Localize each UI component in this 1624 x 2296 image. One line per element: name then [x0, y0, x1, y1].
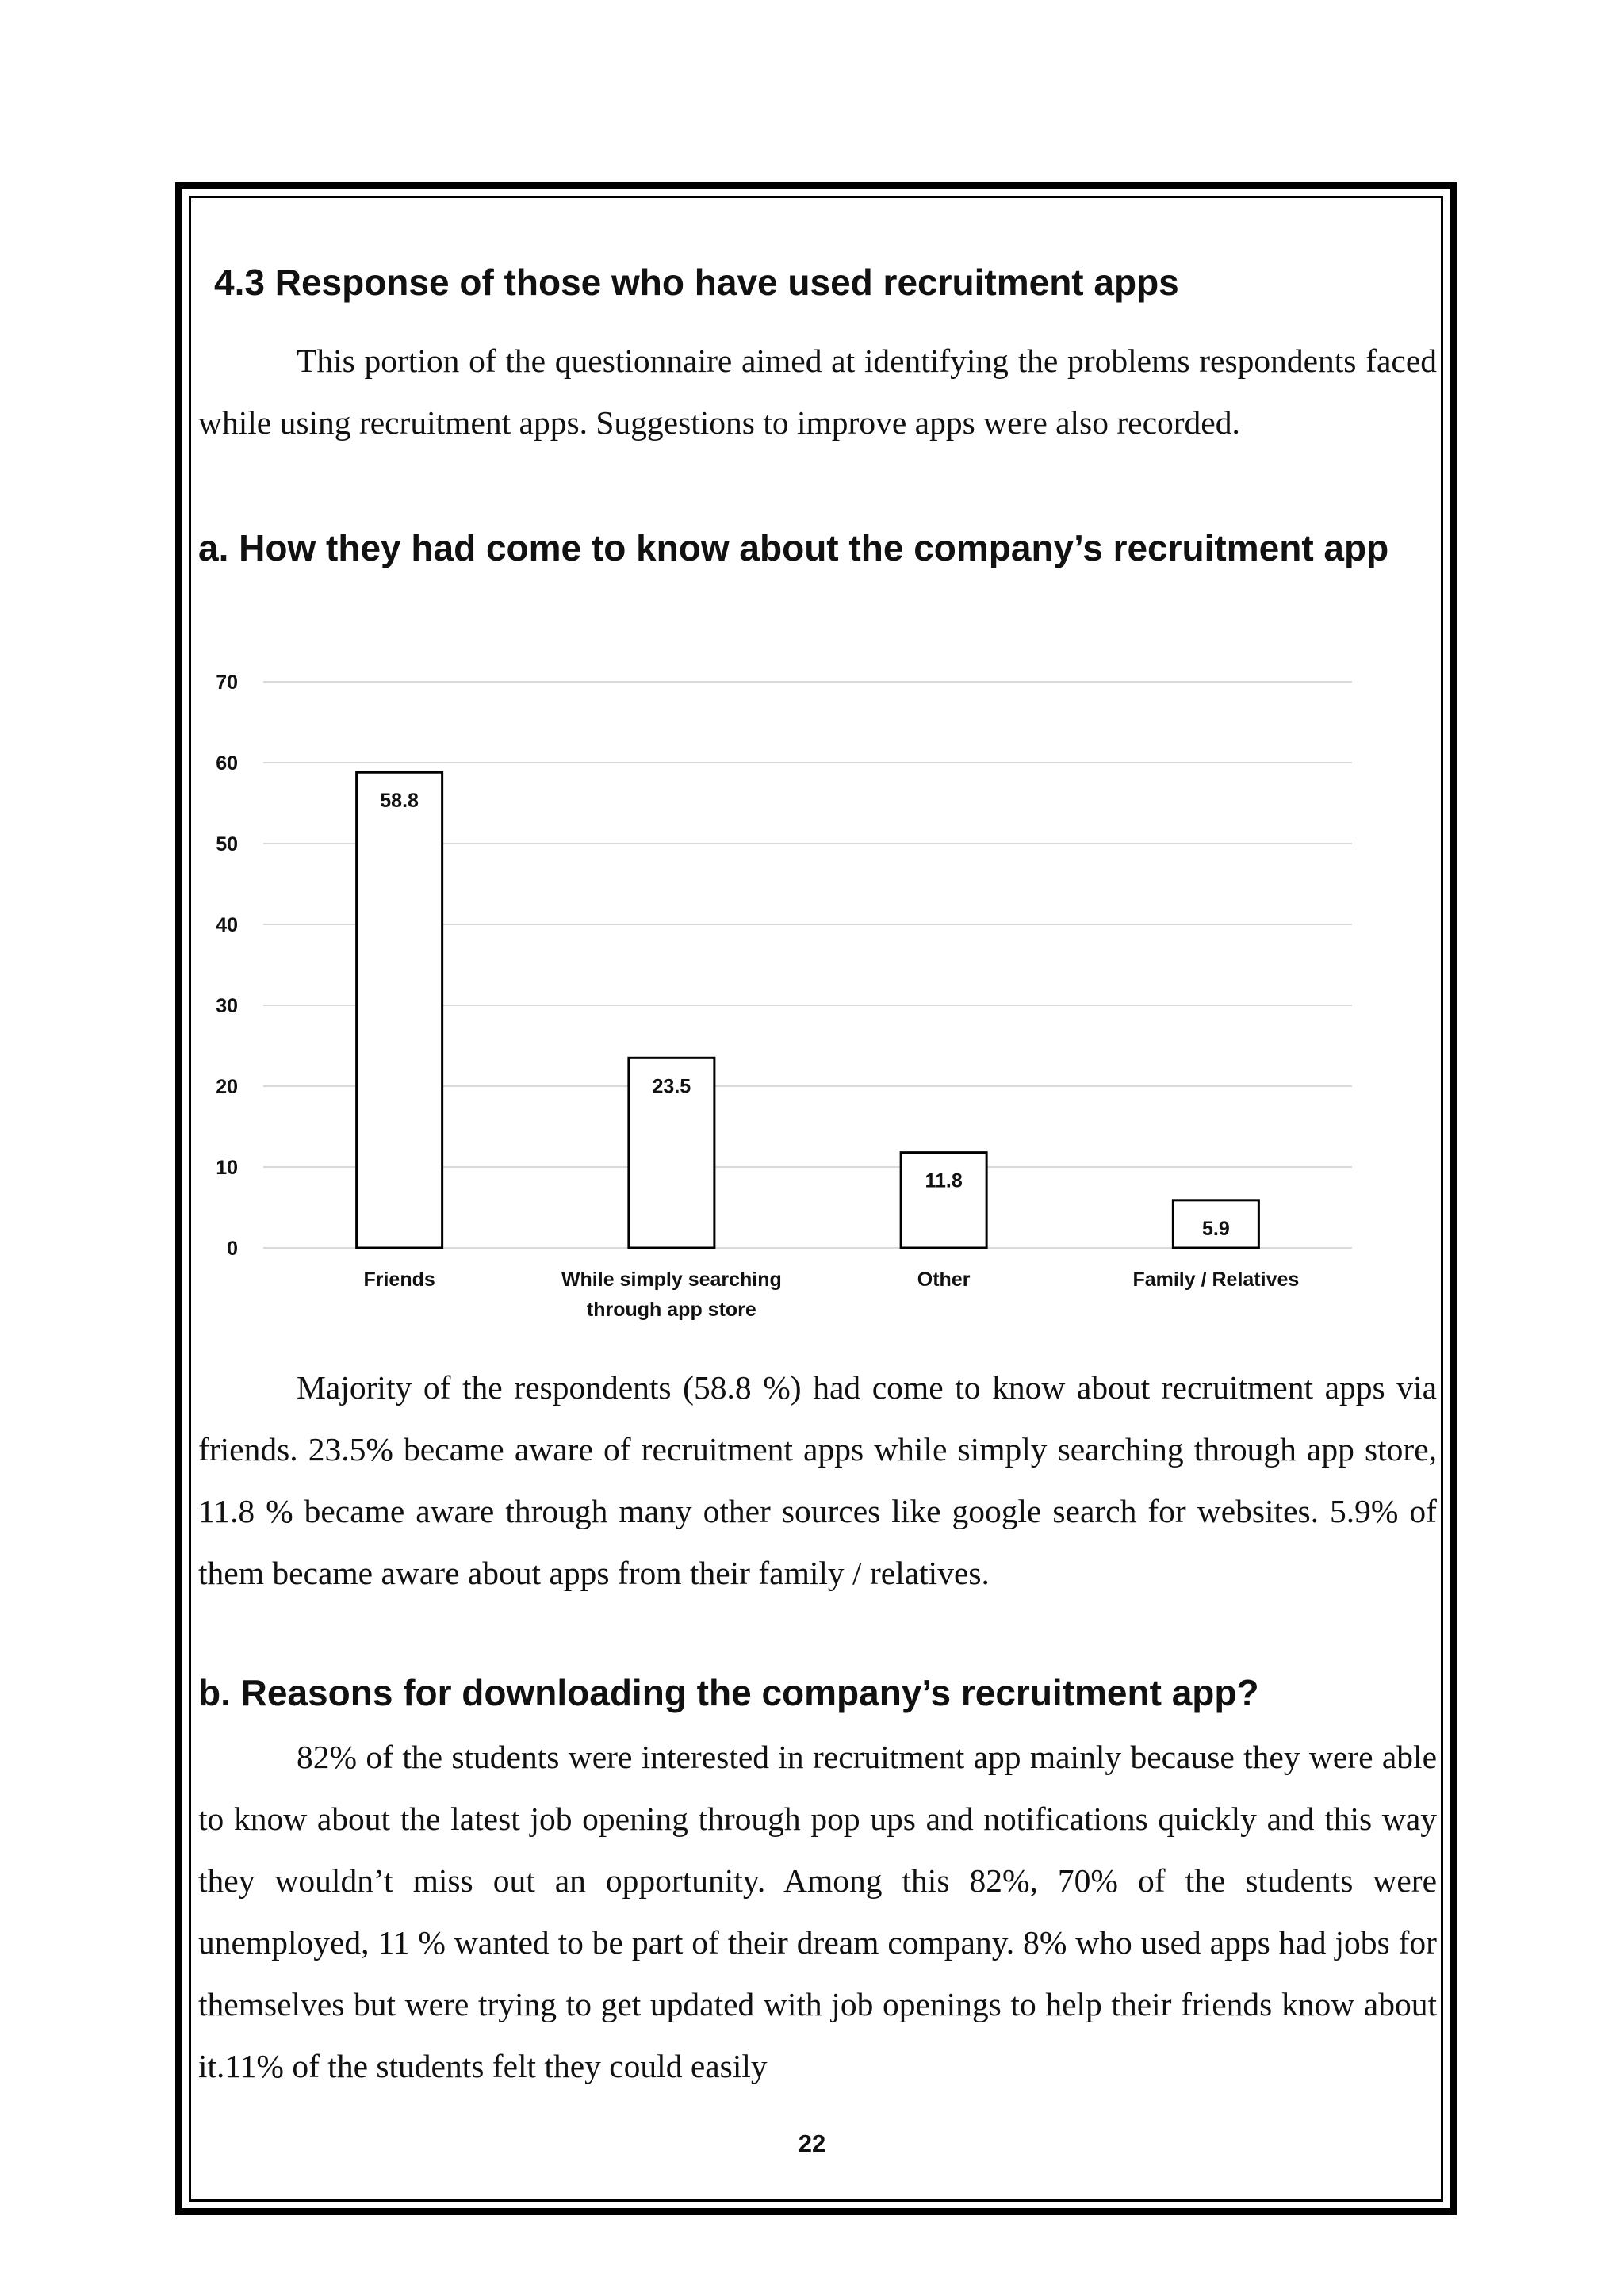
- intro-paragraph: This portion of the questionnaire aimed at identifying the problems respondents faced while using recruitment apps. Suggestions to improve apps were also recorded.: [198, 342, 1437, 441]
- bar-chart: [190, 658, 1380, 1340]
- chart-y-axis: [216, 672, 238, 1260]
- heading-part-a: a. How they had come to know about the company’s recruitment app: [198, 527, 1389, 568]
- y-tick-label: 40: [216, 914, 238, 936]
- x-tick-label: [561, 1269, 782, 1321]
- x-tick-label: [363, 1269, 435, 1291]
- chart-x-axis: [363, 1269, 1299, 1321]
- y-tick-label: 20: [216, 1076, 238, 1098]
- x-tick-label: [1132, 1269, 1299, 1291]
- y-tick-label: 60: [216, 752, 238, 775]
- chart-data-labels: [380, 790, 1229, 1240]
- x-tick-label-line: Friends: [363, 1269, 435, 1291]
- x-tick-label-line: Other: [917, 1269, 971, 1291]
- section-title: 4.3 Response of those who have used recruitment apps: [214, 262, 1179, 303]
- y-tick-label: 70: [216, 672, 238, 694]
- bar: [357, 772, 442, 1248]
- y-tick-label: 0: [227, 1238, 238, 1260]
- page-number: 22: [798, 2130, 826, 2157]
- bar-value-label: 58.8: [380, 790, 419, 813]
- bar-value-label: 23.5: [652, 1075, 691, 1098]
- part-a-paragraph: Majority of the respondents (58.8 %) had come to know about recruitment apps via friends. 23.5% became aware of recruitment apps while simply searching through app store, 11.8 % became aware through many other sources like google search for websites. 5.9% of them became aware about apps from their family / relatives.: [198, 1369, 1437, 1591]
- x-tick-label-line: Family / Relatives: [1132, 1269, 1300, 1291]
- y-tick-label: 10: [216, 1157, 238, 1179]
- y-tick-label: 50: [216, 833, 238, 855]
- bar: [901, 1153, 986, 1248]
- bar-value-label: 11.8: [925, 1169, 963, 1192]
- y-tick-label: 30: [216, 995, 238, 1017]
- bar-value-label: 5.9: [1201, 1217, 1230, 1240]
- x-tick-label: [917, 1269, 971, 1291]
- heading-part-b: b. Reasons for downloading the company’s recruitment app?: [198, 1672, 1259, 1713]
- x-tick-label-line: While simply searching: [561, 1269, 782, 1291]
- part-b-paragraph: 82% of the students were interested in recruitment app mainly because they were able to know about the latest job opening through pop ups and notifications quickly and this way they wouldn’t miss out an opportunity. Among this 82%, 70% of the students were unemployed, 11 % wanted to be part of their dream company. 8% who used apps had jobs for themselves but were trying to get updated with job openings to help their friends know about it.11% of the students felt they could easily: [198, 1739, 1437, 2084]
- x-tick-label-line: through app store: [586, 1299, 756, 1321]
